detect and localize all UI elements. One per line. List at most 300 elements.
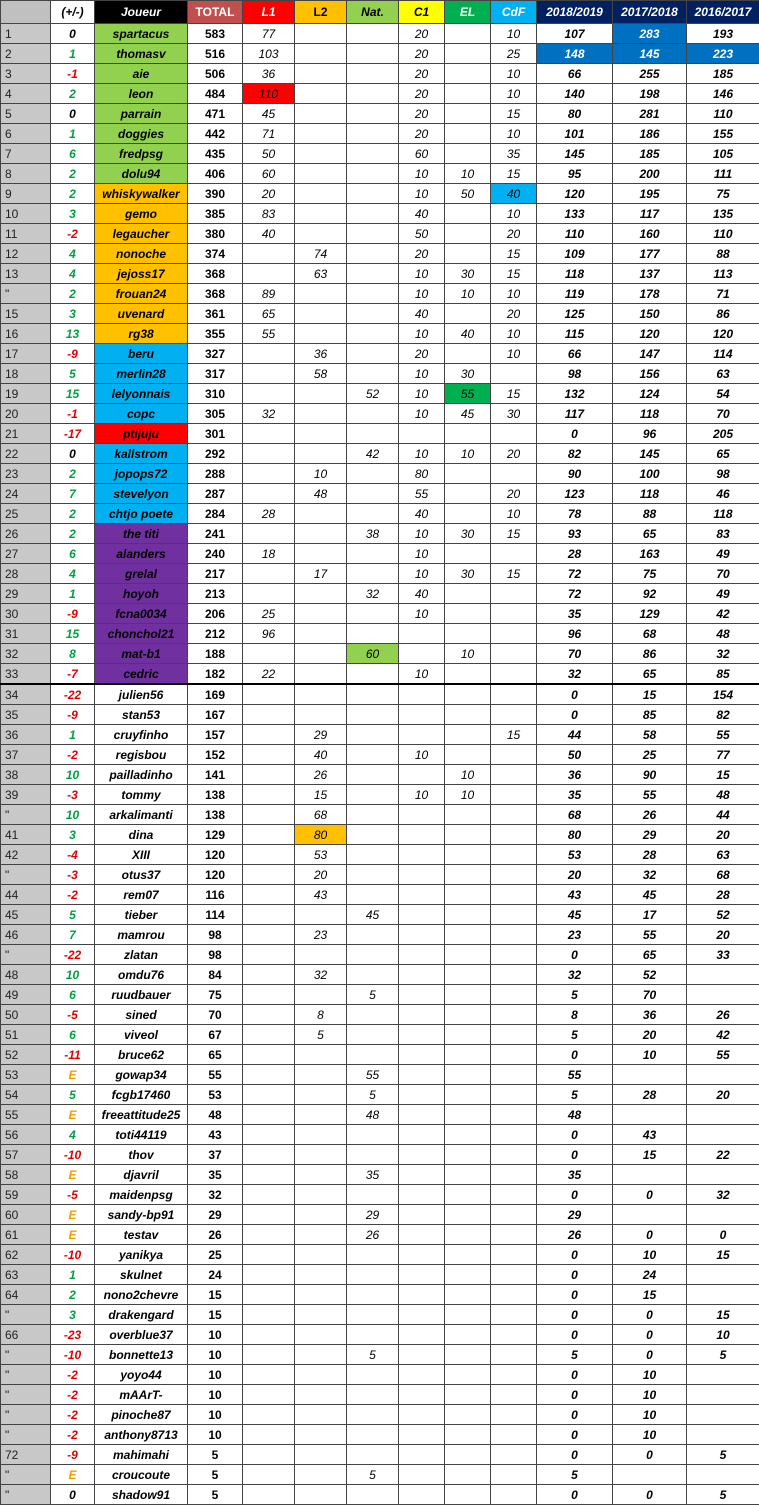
cdf-cell	[491, 424, 537, 444]
total-cell: 67	[188, 1025, 243, 1045]
change-cell: 8	[51, 644, 95, 664]
season-2018-2019-cell: 0	[537, 1145, 613, 1165]
l1-cell: 36	[243, 64, 295, 84]
player-cell: arkalimanti	[95, 805, 188, 825]
l2-cell	[295, 705, 347, 725]
rank-cell: 52	[1, 1045, 51, 1065]
total-cell: 70	[188, 1005, 243, 1025]
table-row	[1, 725, 759, 745]
season-2017-2018-cell: 26	[613, 805, 687, 825]
change-cell: 6	[51, 144, 95, 164]
cdf-cell: 20	[491, 224, 537, 244]
l1-cell: 71	[243, 124, 295, 144]
rank-cell: 26	[1, 524, 51, 544]
l2-cell	[295, 684, 347, 705]
l1-cell	[243, 1325, 295, 1345]
l1-cell	[243, 765, 295, 785]
change-cell: 1	[51, 1265, 95, 1285]
c1-cell	[399, 985, 445, 1005]
season-2017-2018-cell: 58	[613, 725, 687, 745]
season-2017-2018-cell: 55	[613, 925, 687, 945]
nat-cell	[347, 224, 399, 244]
rank-cell: 17	[1, 344, 51, 364]
player-cell: stan53	[95, 705, 188, 725]
player-cell: skulnet	[95, 1265, 188, 1285]
c1-cell: 40	[399, 304, 445, 324]
player-cell: mahimahi	[95, 1445, 188, 1465]
l2-cell	[295, 124, 347, 144]
season-2016-2017-cell: 15	[687, 765, 759, 785]
nat-cell	[347, 164, 399, 184]
rank-cell: "	[1, 945, 51, 965]
el-cell	[445, 965, 491, 985]
season-2018-2019-cell: 8	[537, 1005, 613, 1025]
nat-cell: 52	[347, 384, 399, 404]
rank-cell: 42	[1, 845, 51, 865]
season-2018-2019-cell: 133	[537, 204, 613, 224]
table-row	[1, 24, 759, 44]
l1-cell	[243, 1445, 295, 1465]
el-cell	[445, 1385, 491, 1405]
season-2017-2018-cell: 0	[613, 1485, 687, 1505]
l1-cell	[243, 424, 295, 444]
cdf-cell: 10	[491, 24, 537, 44]
season-2016-2017-cell: 70	[687, 404, 759, 424]
el-cell	[445, 845, 491, 865]
season-2017-2018-cell	[613, 1065, 687, 1085]
nat-cell	[347, 104, 399, 124]
player-cell: copc	[95, 404, 188, 424]
c1-cell	[399, 1425, 445, 1445]
change-cell: 4	[51, 564, 95, 584]
season-2017-2018-cell: 29	[613, 825, 687, 845]
season-2018-2019-cell: 0	[537, 1485, 613, 1505]
player-cell: thomasv	[95, 44, 188, 64]
l2-cell	[295, 224, 347, 244]
c1-cell	[399, 1025, 445, 1045]
el-cell	[445, 664, 491, 685]
season-2018-2019-cell: 0	[537, 684, 613, 705]
player-cell: mAArT-	[95, 1385, 188, 1405]
rank-cell: 61	[1, 1225, 51, 1245]
season-2018-2019-cell: 5	[537, 1345, 613, 1365]
cdf-cell	[491, 1405, 537, 1425]
rank-cell: 27	[1, 544, 51, 564]
total-cell: 435	[188, 144, 243, 164]
c1-cell	[399, 1245, 445, 1265]
l1-cell	[243, 524, 295, 544]
season-2018-2019-cell: 123	[537, 484, 613, 504]
c1-cell	[399, 1045, 445, 1065]
total-cell: 327	[188, 344, 243, 364]
change-cell: 10	[51, 765, 95, 785]
l2-cell: 26	[295, 765, 347, 785]
season-2018-2019-cell: 0	[537, 1185, 613, 1205]
l2-cell	[295, 1485, 347, 1505]
season-2018-2019-cell: 117	[537, 404, 613, 424]
l1-cell	[243, 1405, 295, 1425]
cdf-cell	[491, 544, 537, 564]
cdf-cell	[491, 865, 537, 885]
table-row	[1, 985, 759, 1005]
c1-cell: 10	[399, 785, 445, 805]
l1-cell	[243, 344, 295, 364]
nat-cell	[347, 84, 399, 104]
c1-cell: 20	[399, 24, 445, 44]
el-cell	[445, 344, 491, 364]
l1-cell	[243, 905, 295, 925]
total-cell: 10	[188, 1385, 243, 1405]
nat-cell	[347, 1045, 399, 1065]
cdf-cell: 15	[491, 564, 537, 584]
table-row	[1, 925, 759, 945]
l2-cell	[295, 905, 347, 925]
table-row	[1, 1185, 759, 1205]
header-nat: Nat.	[347, 1, 399, 24]
total-cell: 217	[188, 564, 243, 584]
season-2017-2018-cell: 65	[613, 945, 687, 965]
total-cell: 484	[188, 84, 243, 104]
player-cell: testav	[95, 1225, 188, 1245]
l1-cell	[243, 364, 295, 384]
table-row	[1, 845, 759, 865]
rank-cell: 62	[1, 1245, 51, 1265]
nat-cell: 29	[347, 1205, 399, 1225]
table-row	[1, 1085, 759, 1105]
change-cell: 3	[51, 825, 95, 845]
nat-cell	[347, 965, 399, 985]
el-cell	[445, 885, 491, 905]
el-cell	[445, 1465, 491, 1485]
player-cell: hoyoh	[95, 584, 188, 604]
season-2016-2017-cell: 48	[687, 624, 759, 644]
nat-cell	[347, 885, 399, 905]
player-cell: rg38	[95, 324, 188, 344]
l1-cell	[243, 1225, 295, 1245]
player-cell: cruyfinho	[95, 725, 188, 745]
c1-cell	[399, 1225, 445, 1245]
l1-cell	[243, 1065, 295, 1085]
total-cell: 169	[188, 684, 243, 705]
total-cell: 138	[188, 785, 243, 805]
season-2016-2017-cell: 113	[687, 264, 759, 284]
rank-cell: 66	[1, 1325, 51, 1345]
total-cell: 206	[188, 604, 243, 624]
table-row	[1, 304, 759, 324]
nat-cell	[347, 1265, 399, 1285]
change-cell: E	[51, 1465, 95, 1485]
cdf-cell	[491, 705, 537, 725]
change-cell: E	[51, 1205, 95, 1225]
rank-cell: 38	[1, 765, 51, 785]
l1-cell	[243, 805, 295, 825]
table-row	[1, 164, 759, 184]
season-2018-2019-cell: 0	[537, 1405, 613, 1425]
rank-cell: 60	[1, 1205, 51, 1225]
season-2016-2017-cell: 155	[687, 124, 759, 144]
l1-cell	[243, 564, 295, 584]
cdf-cell	[491, 1145, 537, 1165]
nat-cell	[347, 504, 399, 524]
l1-cell: 55	[243, 324, 295, 344]
table-row	[1, 664, 759, 685]
season-2018-2019-cell: 72	[537, 564, 613, 584]
l2-cell	[295, 1305, 347, 1325]
cdf-cell	[491, 805, 537, 825]
season-2016-2017-cell: 110	[687, 224, 759, 244]
change-cell: -2	[51, 1385, 95, 1405]
cdf-cell	[491, 1225, 537, 1245]
l2-cell	[295, 624, 347, 644]
l2-cell	[295, 304, 347, 324]
cdf-cell	[491, 885, 537, 905]
rank-cell: 1	[1, 24, 51, 44]
table-row	[1, 264, 759, 284]
nat-cell	[347, 845, 399, 865]
season-2016-2017-cell: 120	[687, 324, 759, 344]
season-2016-2017-cell: 48	[687, 785, 759, 805]
total-cell: 157	[188, 725, 243, 745]
season-2018-2019-cell: 72	[537, 584, 613, 604]
total-cell: 374	[188, 244, 243, 264]
l1-cell	[243, 484, 295, 504]
table-row	[1, 1125, 759, 1145]
season-2016-2017-cell: 5	[687, 1345, 759, 1365]
table-row	[1, 344, 759, 364]
el-cell	[445, 544, 491, 564]
total-cell: 301	[188, 424, 243, 444]
c1-cell: 10	[399, 544, 445, 564]
season-2018-2019-cell: 36	[537, 765, 613, 785]
header-l1: L1	[243, 1, 295, 24]
table-row	[1, 1365, 759, 1385]
el-cell: 45	[445, 404, 491, 424]
nat-cell	[347, 544, 399, 564]
player-cell: fredpsg	[95, 144, 188, 164]
season-2018-2019-cell: 110	[537, 224, 613, 244]
l1-cell	[243, 1245, 295, 1265]
player-cell: chtjo poete	[95, 504, 188, 524]
l2-cell	[295, 24, 347, 44]
cdf-cell: 10	[491, 124, 537, 144]
nat-cell	[347, 564, 399, 584]
nat-cell	[347, 64, 399, 84]
table-row	[1, 1465, 759, 1485]
season-2017-2018-cell: 10	[613, 1245, 687, 1265]
l2-cell	[295, 985, 347, 1005]
table-row	[1, 204, 759, 224]
nat-cell	[347, 44, 399, 64]
season-2018-2019-cell: 115	[537, 324, 613, 344]
c1-cell	[399, 1065, 445, 1085]
c1-cell: 20	[399, 124, 445, 144]
cdf-cell	[491, 1185, 537, 1205]
l2-cell	[295, 284, 347, 304]
rank-cell: "	[1, 1485, 51, 1505]
rank-cell: 46	[1, 925, 51, 945]
l2-cell	[295, 1185, 347, 1205]
table-row	[1, 504, 759, 524]
player-cell: gemo	[95, 204, 188, 224]
l2-cell	[295, 1065, 347, 1085]
l1-cell	[243, 244, 295, 264]
el-cell	[445, 584, 491, 604]
change-cell: 6	[51, 544, 95, 564]
season-2018-2019-cell: 32	[537, 664, 613, 685]
player-cell: sandy-bp91	[95, 1205, 188, 1225]
season-2017-2018-cell: 195	[613, 184, 687, 204]
player-cell: nono2chevre	[95, 1285, 188, 1305]
c1-cell: 55	[399, 484, 445, 504]
player-cell: freeattitude25	[95, 1105, 188, 1125]
season-2016-2017-cell: 86	[687, 304, 759, 324]
l1-cell	[243, 1205, 295, 1225]
l2-cell: 68	[295, 805, 347, 825]
season-2017-2018-cell: 117	[613, 204, 687, 224]
header-2016-2017: 2016/2017	[687, 1, 759, 24]
total-cell: 406	[188, 164, 243, 184]
cdf-cell	[491, 1325, 537, 1345]
el-cell	[445, 925, 491, 945]
change-cell: -23	[51, 1325, 95, 1345]
change-cell: 5	[51, 1085, 95, 1105]
season-2017-2018-cell: 36	[613, 1005, 687, 1025]
season-2018-2019-cell: 66	[537, 64, 613, 84]
c1-cell	[399, 424, 445, 444]
change-cell: 2	[51, 1285, 95, 1305]
table-row	[1, 1045, 759, 1065]
total-cell: 120	[188, 865, 243, 885]
player-cell: uvenard	[95, 304, 188, 324]
player-cell: gowap34	[95, 1065, 188, 1085]
total-cell: 317	[188, 364, 243, 384]
player-cell: leon	[95, 84, 188, 104]
l2-cell	[295, 1105, 347, 1125]
season-2016-2017-cell: 110	[687, 104, 759, 124]
season-2016-2017-cell: 98	[687, 464, 759, 484]
change-cell: 2	[51, 84, 95, 104]
l2-cell	[295, 1225, 347, 1245]
nat-cell	[347, 1365, 399, 1385]
header-c1: C1	[399, 1, 445, 24]
player-cell: zlatan	[95, 945, 188, 965]
rank-cell: 4	[1, 84, 51, 104]
l2-cell: 23	[295, 925, 347, 945]
rank-cell: 41	[1, 825, 51, 845]
player-cell: frouan24	[95, 284, 188, 304]
season-2016-2017-cell: 20	[687, 825, 759, 845]
rank-cell: 44	[1, 885, 51, 905]
change-cell: 3	[51, 204, 95, 224]
total-cell: 25	[188, 1245, 243, 1265]
c1-cell: 40	[399, 204, 445, 224]
season-2017-2018-cell: 120	[613, 324, 687, 344]
table-row	[1, 1425, 759, 1445]
l1-cell	[243, 1045, 295, 1065]
player-cell: viveol	[95, 1025, 188, 1045]
rank-cell: 19	[1, 384, 51, 404]
change-cell: -1	[51, 404, 95, 424]
total-cell: 288	[188, 464, 243, 484]
l1-cell	[243, 825, 295, 845]
total-cell: 355	[188, 324, 243, 344]
l2-cell: 58	[295, 364, 347, 384]
l1-cell	[243, 1105, 295, 1125]
season-2018-2019-cell: 93	[537, 524, 613, 544]
rank-cell: 51	[1, 1025, 51, 1045]
l2-cell	[295, 44, 347, 64]
el-cell	[445, 424, 491, 444]
nat-cell	[347, 785, 399, 805]
c1-cell	[399, 885, 445, 905]
c1-cell	[399, 1285, 445, 1305]
season-2016-2017-cell	[687, 1285, 759, 1305]
l1-cell	[243, 1145, 295, 1165]
c1-cell: 10	[399, 664, 445, 685]
el-cell	[445, 1045, 491, 1065]
cdf-cell	[491, 664, 537, 685]
nat-cell	[347, 1005, 399, 1025]
rank-cell: 15	[1, 304, 51, 324]
cdf-cell	[491, 1425, 537, 1445]
total-cell: 116	[188, 885, 243, 905]
season-2018-2019-cell: 43	[537, 885, 613, 905]
season-2017-2018-cell: 10	[613, 1045, 687, 1065]
l1-cell	[243, 965, 295, 985]
change-cell: -2	[51, 224, 95, 244]
nat-cell	[347, 364, 399, 384]
player-cell: thov	[95, 1145, 188, 1165]
table-row	[1, 905, 759, 925]
season-2017-2018-cell: 283	[613, 24, 687, 44]
l1-cell	[243, 384, 295, 404]
player-cell: pinoche87	[95, 1405, 188, 1425]
table-row	[1, 1025, 759, 1045]
table-row	[1, 1005, 759, 1025]
season-2018-2019-cell: 70	[537, 644, 613, 664]
c1-cell	[399, 1305, 445, 1325]
season-2016-2017-cell: 65	[687, 444, 759, 464]
total-cell: 10	[188, 1425, 243, 1445]
table-row	[1, 705, 759, 725]
rank-cell: 25	[1, 504, 51, 524]
rank-cell: "	[1, 1385, 51, 1405]
nat-cell	[347, 925, 399, 945]
nat-cell	[347, 1185, 399, 1205]
c1-cell: 10	[399, 164, 445, 184]
season-2016-2017-cell: 5	[687, 1485, 759, 1505]
season-2016-2017-cell	[687, 985, 759, 1005]
cdf-cell	[491, 1085, 537, 1105]
el-cell: 10	[445, 164, 491, 184]
change-cell: -5	[51, 1185, 95, 1205]
nat-cell	[347, 24, 399, 44]
season-2017-2018-cell: 28	[613, 1085, 687, 1105]
season-2018-2019-cell: 20	[537, 865, 613, 885]
l1-cell	[243, 1385, 295, 1405]
season-2018-2019-cell: 55	[537, 1065, 613, 1085]
player-cell: mamrou	[95, 925, 188, 945]
total-cell: 53	[188, 1085, 243, 1105]
el-cell	[445, 1265, 491, 1285]
cdf-cell	[491, 785, 537, 805]
c1-cell	[399, 1145, 445, 1165]
season-2017-2018-cell: 15	[613, 1145, 687, 1165]
season-2018-2019-cell: 148	[537, 44, 613, 64]
season-2018-2019-cell: 109	[537, 244, 613, 264]
l2-cell	[295, 544, 347, 564]
l2-cell	[295, 1245, 347, 1265]
